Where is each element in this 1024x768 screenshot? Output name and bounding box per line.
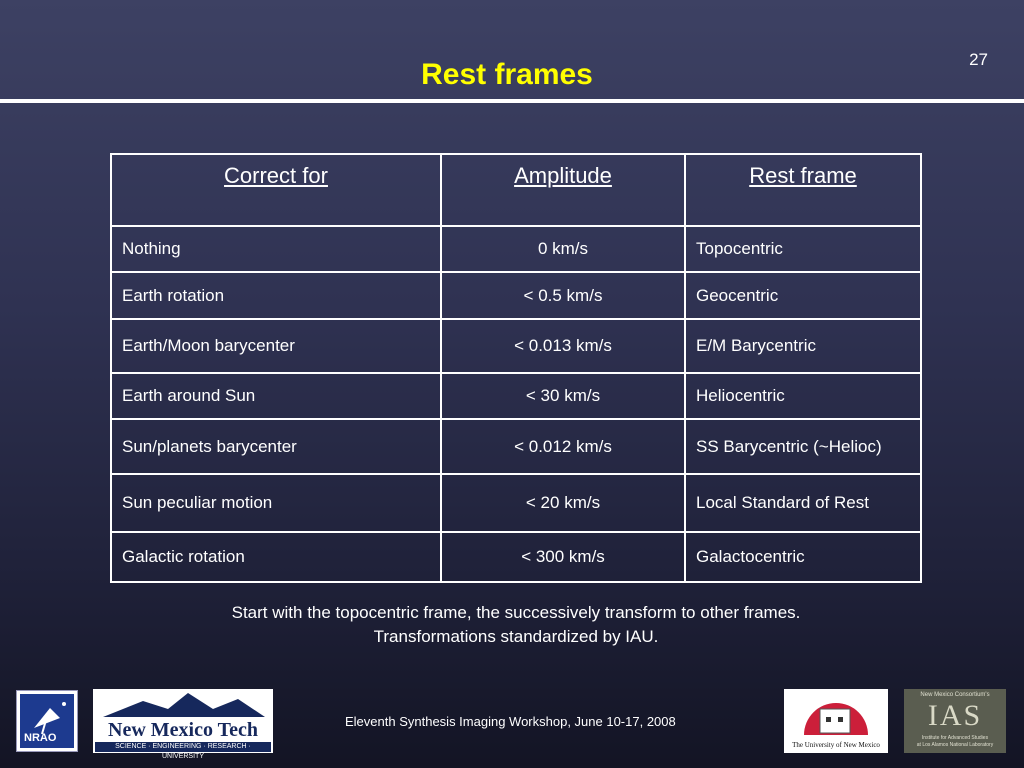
cell-amplitude: < 0.013 km/s [441, 319, 685, 373]
header-rest-frame: Rest frame [685, 154, 921, 226]
title-divider [0, 99, 1024, 103]
caption [0, 601, 1024, 649]
nmt-name: New Mexico Tech [108, 719, 258, 741]
slide-title: Rest frames [421, 58, 593, 91]
nrao-logo [16, 690, 78, 752]
header-amplitude: Amplitude [441, 154, 685, 226]
table-row [111, 419, 921, 474]
rest-frames-table [110, 153, 922, 583]
footer-text: Eleventh Synthesis Imaging Workshop, June 10-17, 2008 [345, 714, 676, 729]
cell-rest-frame: Galactocentric [685, 532, 921, 582]
cell-amplitude: < 20 km/s [441, 474, 685, 532]
cell-amplitude: < 30 km/s [441, 373, 685, 419]
new-mexico-tech-logo [93, 689, 273, 760]
cell-rest-frame: Local Standard of Rest [685, 474, 921, 532]
ias-top-label: New Mexico Consortium's [920, 692, 990, 698]
cell-correct-for: Earth/Moon barycenter [111, 319, 441, 373]
cell-correct-for: Galactic rotation [111, 532, 441, 582]
cell-rest-frame: E/M Barycentric [685, 319, 921, 373]
unm-emblem-icon [784, 689, 888, 739]
cell-correct-for: Nothing [111, 226, 441, 272]
cell-correct-for: Earth rotation [111, 272, 441, 319]
caption-line-2: Transformations standardized by IAU. [373, 627, 659, 646]
cell-amplitude: < 300 km/s [441, 532, 685, 582]
cell-correct-for: Sun/planets barycenter [111, 419, 441, 474]
ias-logo [904, 689, 1006, 753]
nmt-subtitle: SCIENCE · ENGINEERING · RESEARCH · UNIVERSITY [95, 742, 271, 752]
table-row [111, 532, 921, 582]
table-row [111, 373, 921, 419]
mountains-icon [93, 689, 273, 719]
unm-logo [784, 689, 888, 753]
table-row [111, 474, 921, 532]
caption-line-1: Start with the topocentric frame, the successively transform to other frames. [231, 603, 801, 622]
cell-rest-frame: Heliocentric [685, 373, 921, 419]
cell-rest-frame: Geocentric [685, 272, 921, 319]
cell-rest-frame: SS Barycentric (~Helioc) [685, 419, 921, 474]
unm-label: The University of New Mexico [792, 741, 880, 749]
cell-amplitude: < 0.5 km/s [441, 272, 685, 319]
table-row [111, 272, 921, 319]
ias-mark: IAS [927, 699, 983, 732]
cell-amplitude: 0 km/s [441, 226, 685, 272]
slide-number: 27 [969, 50, 988, 69]
cell-correct-for: Earth around Sun [111, 373, 441, 419]
table-header-row [111, 154, 921, 226]
cell-amplitude: < 0.012 km/s [441, 419, 685, 474]
table-row [111, 319, 921, 373]
cell-correct-for: Sun peculiar motion [111, 474, 441, 532]
header-correct-for: Correct for [111, 154, 441, 226]
nrao-label: NRAO [24, 732, 57, 744]
ias-subtitle: Institute for Advanced Studies at Los Alamos National Laboratory [916, 735, 994, 748]
table-row [111, 226, 921, 272]
cell-rest-frame: Topocentric [685, 226, 921, 272]
